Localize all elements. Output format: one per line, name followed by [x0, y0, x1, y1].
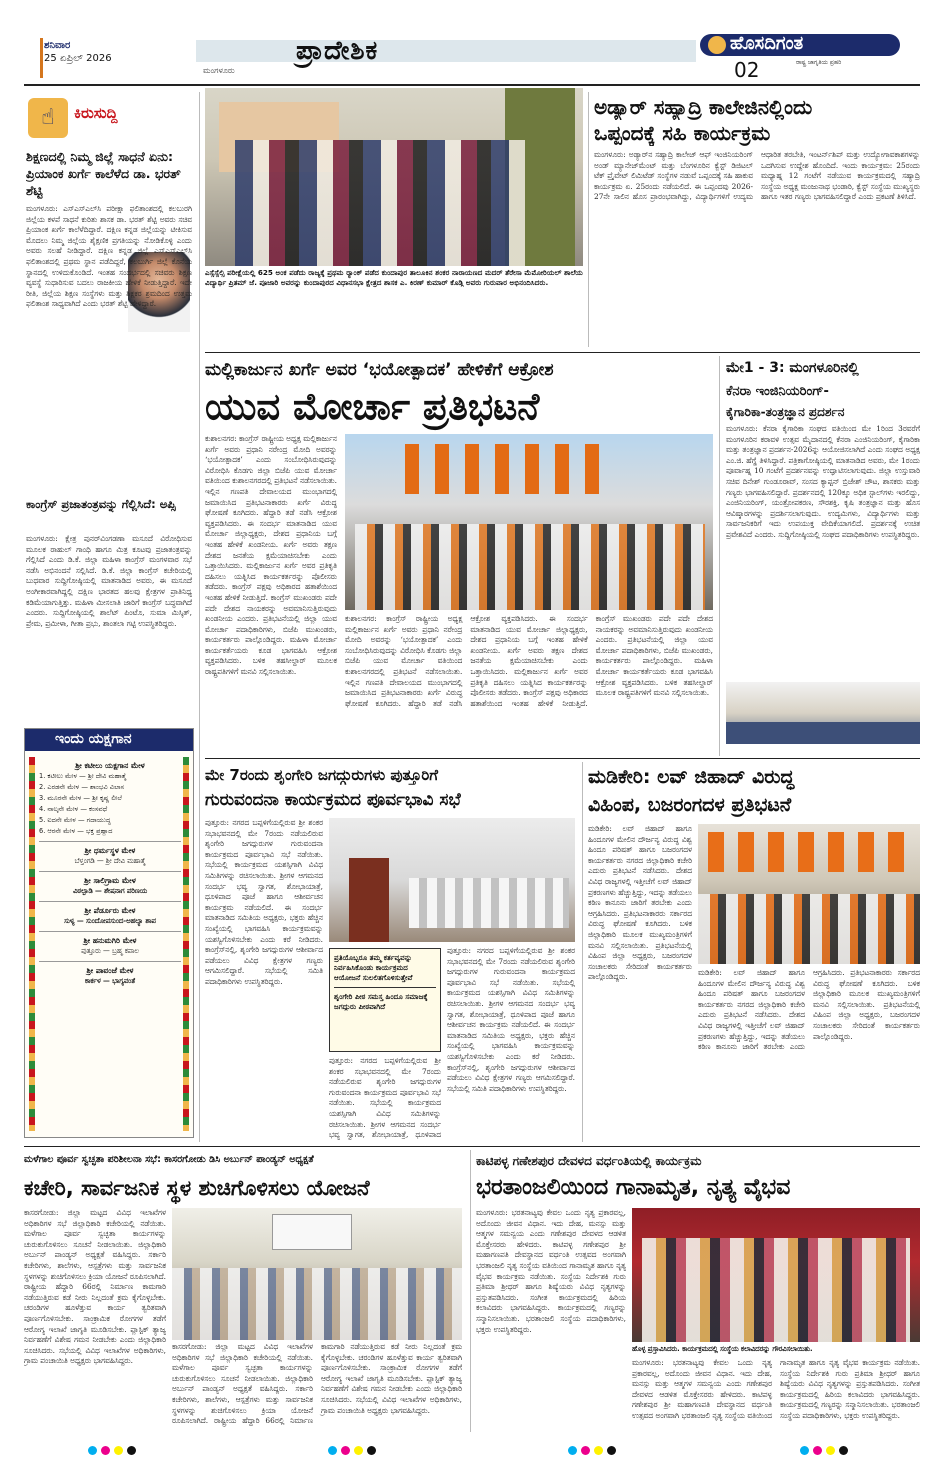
meeting-audience: [409, 878, 569, 928]
sringeri-headline-2: ಗುರುವಂದನಾ ಕಾರ್ಯಕ್ರಮದ ಪೂರ್ವಭಾವಿ ಸಭೆ: [205, 790, 461, 810]
kiru-story1-headline-text: ಶಿಕ್ಷಣದಲ್ಲಿ ನಿಮ್ಮ ಜಿಲ್ಲೆ ಸಾಧನೆ ಏನು: ಪ್ರಿಯಾಂಕ ಖರ್ಗೆ ಕಾಲೆಳೆದ ಡಾ. ಭರತ್ ಶೆಟ್ಟಿ: [26, 149, 181, 198]
adyar-body: ಮಂಗಳೂರು: ಅಡ್ಯಾರ್‌ನ ಸಹ್ಯಾದ್ರಿ ಕಾಲೇಜ್ ಆಫ್ ಇಂಜಿನಿಯರಿಂಗ್ ಅಂಡ್ ಮ್ಯಾನೇಜ್‌ಮೆಂಟ್ ಮತ್ತು ಬೆಂಗಳೂರಿನ ಕ್ವೆಸ್ಟ್ ಡಿಜಿಟಲ್ ಟೆಕ್ ಪ್ರೈವೇಟ್ ಲಿಮಿಟೆಡ್ ಸಂಸ್ಥೆಗಳ ನಡುವೆ ಒಪ್ಪಂದಕ್ಕೆ ಸಹಿ ಹಾಕುವ ಕಾರ್ಯಕ್ರಮ ಏ. 25ರಂದು ನಡೆಯಲಿದೆ. ಈ ಒಪ್ಪಂದವು 2026-27ನೇ ಸಾಲಿನ ಹೊಸ ಪ್ರಾರಂಭವಾಗಿದ್ದು, ವಿದ್ಯಾರ್ಥಿಗಳಿಗೆ ಉದ್ಯಮ ಆಧಾರಿತ ತರಬೇತಿ, ಇಂಟರ್ನ್‌ಶಿಪ್ ಮತ್ತು ಉದ್ಯೋಗಾವಕಾಶಗಳನ್ನು ಒದಗಿಸುವ ಉದ್ದೇಶ ಹೊಂದಿದೆ. ಇಂದು ಕಾರ್ಯಕ್ರಮ: 25ರಂದು ಮಧ್ಯಾಹ್ನ 12 ಗಂಟೆಗೆ ನಡೆಯುವ ಕಾರ್ಯಕ್ರಮದಲ್ಲಿ ಸಹ್ಯಾದ್ರಿ ಸಂಸ್ಥೆಯ ಅಧ್ಯಕ್ಷ ಮಂಜುನಾಥ ಭಂಡಾರಿ, ಕ್ವೆಸ್ಟ್ ಸಂಸ್ಥೆಯ ಮುಖ್ಯಸ್ಥರು ಹಾಗೂ ಇತರ ಗಣ್ಯರು ಭಾಗವಹಿಸಲಿದ್ದಾರೆ ಎಂದು ಪ್ರಕಟಣೆ ತಿಳಿಸಿದೆ.: [594, 150, 920, 202]
sringeri-quote-box: [329, 948, 441, 1052]
brand-name: ಹೊಸದಿಗಂತ: [730, 33, 804, 54]
rule-below-top: [205, 352, 920, 353]
rule-mid: [205, 758, 920, 759]
mela-name: ಶ್ರೀ ಧರ್ಮಸ್ಥಳ ಮೇಳ: [84, 846, 136, 855]
yakshagana-list: [39, 759, 181, 1129]
mela-detail: ಬೆಳ್ತಂಗಡಿ — ಶ್ರೀ ದೇವಿ ಮಹಾತ್ಮೆ: [74, 857, 146, 865]
adyar-story: [594, 92, 920, 350]
kenara-headline-2: ಕೆನರಾ ಇಂಜಿನಿಯರಿಂಗ್-: [726, 384, 829, 399]
day-label: ಶನಿವಾರ: [44, 40, 71, 51]
reg-yellow-dot: [826, 1446, 835, 1455]
bharatanjali-kicker: ಕಾಟಿಪಳ್ಳ ಗಣೇಶಪುರ ದೇವಳದ ವರ್ಧಂತಿಯಲ್ಲಿ ಕಾರ್ಯಕ್ರಮ: [476, 1154, 702, 1168]
left-column-divider: [199, 92, 200, 1142]
mela-name: ಶ್ರೀ ಕಟೀಲು ಯಕ್ಷಗಾನ ಮೇಳ: [75, 761, 145, 770]
madikeri-headline-2: ವಿಹಿಂಪ, ಬಜರಂಗದಳ ಪ್ರತಿಭಟನೆ: [588, 794, 792, 816]
kasaragod-meeting-photo: [172, 1208, 462, 1340]
quote-1: ಪ್ರತಿಯೊಬ್ಬರೂ ತಮ್ಮ ಕರ್ತವ್ಯವನ್ನು ನಿರ್ವಹಿಸಿಕೊಂಡು ಕಾರ್ಯಕ್ರಮದ ಆಯೋಜನೆ ಸುಲಲಿತಗೊಳಿಸುತ್ತೇವೆ: [334, 953, 413, 982]
date-label: 25 ಏಪ್ರಿಲ್ 2026: [44, 53, 112, 64]
reg-black-dot: [127, 1446, 136, 1455]
yuva-kicker: ಮಲ್ಲಿಕಾರ್ಜುನ ಖರ್ಗೆ ಅವರ ‘ಭಯೋತ್ಪಾದಕ’ ಹೇಳಿಕೆಗೆ ಆಕ್ರೋಶ: [205, 360, 554, 380]
page-number: 02: [734, 58, 760, 82]
registration-marks-bottom: [0, 1440, 945, 1454]
mela-item: [39, 932, 181, 962]
bharatanjali-body-left: ಮಂಗಳೂರು: ಭರತನಾಟ್ಯವು ಕೇವಲ ಒಂದು ನೃತ್ಯ ಪ್ರಕಾರವಲ್ಲ, ಅದೊಂದು ಜೀವನ ವಿಧಾನ. ಇದು ದೇಹ, ಮನಸ್ಸು ಮತ್ತು ಆತ್ಮಗಳ ಸಮನ್ವಯ ಎಂದು ಗಣೇಶಪುರ ದೇವಳದ ಆಡಳಿತ ಮೊಕ್ತೇಸರರು ಹೇಳಿದರು. ಕಾಟಿಪಳ್ಳ ಗಣೇಶಪುರ ಶ್ರೀ ಮಹಾಗಣಪತಿ ದೇವಸ್ಥಾನದ ವರ್ಧಂತಿ ಉತ್ಸವದ ಅಂಗವಾಗಿ ಭರತಾಂಜಲಿ ನೃತ್ಯ ಸಂಸ್ಥೆಯ ವತಿಯಿಂದ ಗಾನಾಮೃತ ಹಾಗೂ ನೃತ್ಯ ವೈಭವ ಕಾರ್ಯಕ್ರಮ ನಡೆಯಿತು. ಸಂಸ್ಥೆಯ ನಿರ್ದೇಶಕಿ ಗುರು ಪ್ರತಿಮಾ ಶ್ರೀಧರ್ ಹಾಗೂ ಶಿಷ್ಯೆಯರು ವಿವಿಧ ನೃತ್ಯಗಳನ್ನು ಪ್ರಸ್ತುತಪಡಿಸಿದರು. ಸಂಗೀತ ಕಾರ್ಯಕ್ರಮದಲ್ಲಿ ಹಿರಿಯ ಕಲಾವಿದರು ಭಾಗವಹಿಸಿದ್ದರು. ಕಾರ್ಯಕ್ರಮದಲ್ಲಿ ಗಣ್ಯರನ್ನು ಸನ್ಮಾನಿಸಲಾಯಿತು. ಭರತಾಂಜಲಿ ಸಂಸ್ಥೆಯ ಪದಾಧಿಕಾರಿಗಳು, ಭಕ್ತರು ಉಪಸ್ಥಿತರಿದ್ದರು.: [476, 1208, 626, 1334]
quote-2: ಶೃಂಗೇರಿ ಪೀಠ ಸಮಸ್ತ ಹಿಂದೂ ಸಮಾಜಕ್ಕೆ ಜಗದ್ಗುರು ಪೀಠವಾಗಿದೆ: [334, 992, 428, 1011]
yuva-protest-photo: [345, 434, 713, 610]
brand-tagline: ರಾಷ್ಟ್ರ ಜಾಗೃತಿಯ ಪ್ರಹರಿ: [796, 59, 842, 66]
mela-item: [39, 962, 181, 991]
pointing-hand-icon: ☝: [28, 98, 68, 138]
reg-black-dot: [839, 1446, 848, 1455]
yakshagana-box: [24, 728, 194, 1138]
reg-magenta-dot: [813, 1446, 822, 1455]
masthead-left-accent: [40, 38, 43, 78]
reg-cyan-dot: [800, 1446, 809, 1455]
section-title: ಪ್ರಾದೇಶಿಕ: [296, 36, 379, 66]
mela-detail: ವಿಠಲ್ಪಾಡಿ — ಶೇಷನಾಗ ಪರಿಣಯ: [73, 887, 147, 895]
kiru-story2-headline-text: ಕಾಂಗ್ರೆಸ್ ಪ್ರಜಾತಂತ್ರವನ್ನು ಗೆಲ್ಲಿಸಿದೆ: ಅಪ್ಸಿ: [26, 497, 176, 511]
section-band: [196, 40, 696, 62]
mela-item: [39, 902, 181, 932]
stage-performers: [642, 1238, 910, 1342]
kiru-story2-body: ಮಂಗಳೂರು: ಕ್ಷೇತ್ರ ಪುನರ್‌ವಿಂಗಡಣಾ ಮಸೂದೆ ವಿರೋಧಿಸುವ ಮೂಲಕ ರಾಹುಲ್ ಗಾಂಧಿ ಹಾಗೂ ಮಿತ್ರ ಕೂಟವು ಪ್ರಜಾತಂತ್ರವನ್ನು ಗೆಲ್ಲಿಸಿದೆ ಎಂದು ಡಿ.ಕೆ. ಜಿಲ್ಲಾ ಮಹಿಳಾ ಕಾಂಗ್ರೆಸ್ ಮಂಗಳವಾರ ಸಭೆ ನಡೆಸಿ ಅಭಿನಂದನೆ ಸಲ್ಲಿಸಿದೆ. ಡಿ.ಕೆ. ಜಿಲ್ಲಾ ಕಾಂಗ್ರೆಸ್ ಕಚೇರಿಯಲ್ಲಿ ಬುಧವಾರ ಸುದ್ದಿಗೋಷ್ಠಿಯಲ್ಲಿ ಮಾತನಾಡಿದ ಅವರು, ಈ ಮಸೂದೆ ಅಂಗೀಕಾರವಾಗಿದ್ದಲ್ಲಿ ದಕ್ಷಿಣ ಭಾರತದ ಹಲವು ಕ್ಷೇತ್ರಗಳ ಪ್ರಾತಿನಿಧ್ಯ ಕಡಿಮೆಯಾಗುತ್ತಿತ್ತು. ಮಹಿಳಾ ಮೀಸಲಾತಿ ಜಾರಿಗೆ ಕಾಂಗ್ರೆಸ್ ಬದ್ಧವಾಗಿದೆ ಎಂದರು. ಸುದ್ದಿಗೋಷ್ಠಿಯಲ್ಲಿ ಶಾಲೆಟ್ ಪಿಂಟೊ, ಸುಮಾ ಮಿಸ್ಕಿತ್, ಪ್ರೇಮ, ಪ್ರಮೀಳಾ, ಗೀತಾ ಪ್ರಭು, ಶಾಂತಲಾ ಗಟ್ಟಿ ಉಪಸ್ಥಿತರಿದ್ದರು.: [26, 534, 192, 628]
yakshagana-border-right: [183, 757, 189, 1131]
kenara-body: ಮಂಗಳೂರು: ಕೆನರಾ ಕೈಗಾರಿಕಾ ಸಂಘದ ವತಿಯಿಂದ ಮೇ 1ರಿಂದ 3ರವರೆಗೆ ಮಂಗಳೂರಿನ ಕರಾವಳಿ ಉತ್ಸವ ಮೈದಾನದಲ್ಲಿ ಕೆನರಾ ಎಂಜಿನಿಯರಿಂಗ್, ಕೈಗಾರಿಕಾ ಮತ್ತು ತಂತ್ರಜ್ಞಾನ ಪ್ರದರ್ಶನ-2026ನ್ನು ಆಯೋಜಿಸಲಾಗಿದೆ ಎಂದು ಸಂಘದ ಅಧ್ಯಕ್ಷ ಎಂ.ಜಿ. ಹೆಗ್ಡೆ ತಿಳಿಸಿದ್ದಾರೆ. ಪತ್ರಿಕಾಗೋಷ್ಠಿಯಲ್ಲಿ ಮಾತನಾಡಿದ ಅವರು, ಮೇ 1ರಂದು ಪೂರ್ವಾಹ್ನ 10 ಗಂಟೆಗೆ ಪ್ರದರ್ಶನವನ್ನು ಉದ್ಘಾಟಿಸಲಾಗುವುದು. ಜಿಲ್ಲಾ ಉಸ್ತುವಾರಿ ಸಚಿವ ದಿನೇಶ್ ಗುಂಡೂರಾವ್, ಸಂಸದ ಕ್ಯಾಪ್ಟನ್ ಬ್ರಿಜೇಶ್ ಚೌಟ, ಶಾಸಕರು ಮತ್ತು ಗಣ್ಯರು ಭಾಗವಹಿಸಲಿದ್ದಾರೆ. ಪ್ರದರ್ಶನದಲ್ಲಿ 120ಕ್ಕೂ ಅಧಿಕ ಸ್ಟಾಲ್‌ಗಳು ಇರಲಿದ್ದು, ಎಂಜಿನಿಯರಿಂಗ್, ಯಂತ್ರೋಪಕರಣ, ಸೌರಶಕ್ತಿ, ಕೃಷಿ ತಂತ್ರಜ್ಞಾನ ಮತ್ತು ಹೊಸ ಆವಿಷ್ಕಾರಗಳನ್ನು ಪ್ರದರ್ಶಿಸಲಾಗುವುದು. ಉದ್ಯಮಿಗಳು, ವಿದ್ಯಾರ್ಥಿಗಳು ಮತ್ತು ಸಾರ್ವಜನಿಕರಿಗೆ ಇದು ಉಪಯುಕ್ತ ವೇದಿಕೆಯಾಗಲಿದೆ. ಪ್ರದರ್ಶನಕ್ಕೆ ಉಚಿತ ಪ್ರವೇಶವಿದೆ ಎಂದರು. ಸುದ್ದಿಗೋಷ್ಠಿಯಲ್ಲಿ ಸಂಘದ ಪದಾಧಿಕಾರಿಗಳು ಉಪಸ್ಥಿತರಿದ್ದರು.: [726, 424, 920, 539]
brand-logo: [700, 32, 900, 80]
yuva-body-right: ಕುಶಾಲನಗರ: ಕಾಂಗ್ರೆಸ್ ರಾಷ್ಟ್ರೀಯ ಅಧ್ಯಕ್ಷ ಮಲ್ಲಿಕಾರ್ಜುನ ಖರ್ಗೆ ಅವರು ಪ್ರಧಾನಿ ನರೇಂದ್ರ ಮೋದಿ ಅವರನ್ನು ‘ಭಯೋತ್ಪಾದಕ’ ಎಂದು ಸಂಬೋಧಿಸಿರುವುದನ್ನು ವಿರೋಧಿಸಿ ಕೊಡಗು ಜಿಲ್ಲಾ ಬಿಜೆಪಿ ಯುವ ಮೋರ್ಚಾ ವತಿಯಿಂದ ಕುಶಾಲನಗರದಲ್ಲಿ ಪ್ರತಿಭಟನೆ ನಡೆಸಲಾಯಿತು. ಇಲ್ಲಿನ ಗಣಪತಿ ದೇವಾಲಯದ ಮುಂಭಾಗದಲ್ಲಿ ಜಮಾಯಿಸಿದ ಪ್ರತಿಭಟನಾಕಾರರು ಖರ್ಗೆ ವಿರುದ್ಧ ಘೋಷಣೆ ಕೂಗಿದರು. ಹೆದ್ದಾರಿ ತಡೆ ನಡೆಸಿ ಆಕ್ರೋಶ ವ್ಯಕ್ತಪಡಿಸಿದರು. ಈ ಸಂದರ್ಭ ಮಾತನಾಡಿದ ಯುವ ಮೋರ್ಚಾ ಜಿಲ್ಲಾಧ್ಯಕ್ಷರು, ದೇಶದ ಪ್ರಧಾನಿಯ ಬಗ್ಗೆ ಇಂತಹ ಹೇಳಿಕೆ ಖಂಡನೀಯ. ಖರ್ಗೆ ಅವರು ತಕ್ಷಣ ದೇಶದ ಜನತೆಯ ಕ್ಷಮೆಯಾಚಿಸಬೇಕು ಎಂದು ಒತ್ತಾಯಿಸಿದರು. ಮಲ್ಲಿಕಾರ್ಜುನ ಖರ್ಗೆ ಅವರ ಪ್ರತಿಕೃತಿ ದಹಿಸಲು ಯತ್ನಿಸಿದ ಕಾರ್ಯಕರ್ತರನ್ನು ಪೊಲೀಸರು ತಡೆದರು. ಕಾಂಗ್ರೆಸ್ ಪಕ್ಷವು ಅಧಿಕಾರದ ಹತಾಶೆಯಿಂದ ಇಂತಹ ಹೇಳಿಕೆ ನೀಡುತ್ತಿದೆ. ಕಾಂಗ್ರೆಸ್ ಮುಖಂಡರು ಪದೇ ಪದೇ ದೇಶದ ನಾಯಕರನ್ನು ಅವಮಾನಿಸುತ್ತಿರುವುದು ಖಂಡನೀಯ ಎಂದರು. ಪ್ರತಿಭಟನೆಯಲ್ಲಿ ಜಿಲ್ಲಾ ಯುವ ಮೋರ್ಚಾ ಪದಾಧಿಕಾರಿಗಳು, ಬಿಜೆಪಿ ಮುಖಂಡರು, ಕಾರ್ಯಕರ್ತರು ಪಾಲ್ಗೊಂಡಿದ್ದರು. ಮಹಿಳಾ ಮೋರ್ಚಾ ಕಾರ್ಯಕರ್ತೆಯರು ಕೂಡ ಭಾಗವಹಿಸಿ ಆಕ್ರೋಶ ವ್ಯಕ್ತಪಡಿಸಿದರು. ಬಳಿಕ ತಹಸೀಲ್ದಾರ್ ಮೂಲಕ ರಾಷ್ಟ್ರಪತಿಗಳಿಗೆ ಮನವಿ ಸಲ್ಲಿಸಲಾಯಿತು.: [345, 614, 713, 708]
mela-name: ಶ್ರೀ ಪೆರ್ಡೂರು ಮೇಳ: [84, 906, 136, 915]
reg-yellow-dot: [114, 1446, 123, 1455]
photo-people-row: [235, 140, 525, 266]
kasaragod-body-left: ಕಾಸರಗೋಡು: ಜಿಲ್ಲಾ ಮಟ್ಟದ ವಿವಿಧ ಇಲಾಖೆಗಳ ಅಧಿಕಾರಿಗಳ ಸಭೆ ಜಿಲ್ಲಾಧಿಕಾರಿ ಕಚೇರಿಯಲ್ಲಿ ನಡೆಯಿತು. ಮಳೆಗಾಲ ಪೂರ್ವ ಸ್ವಚ್ಛತಾ ಕಾರ್ಯಗಳನ್ನು ಚುರುಕುಗೊಳಿಸಲು ಸೂಚನೆ ನೀಡಲಾಯಿತು. ಜಿಲ್ಲಾಧಿಕಾರಿ ಅರ್ಬುನ್ ಪಾಂಡ್ಯನ್ ಅಧ್ಯಕ್ಷತೆ ವಹಿಸಿದ್ದರು. ಸರ್ಕಾರಿ ಕಚೇರಿಗಳು, ಶಾಲೆಗಳು, ಆಸ್ಪತ್ರೆಗಳು ಮತ್ತು ಸಾರ್ವಜನಿಕ ಸ್ಥಳಗಳನ್ನು ಶುಚಿಗೊಳಿಸಲು ಕ್ರಿಯಾ ಯೋಜನೆ ರೂಪಿಸಲಾಗಿದೆ. ರಾಷ್ಟ್ರೀಯ ಹೆದ್ದಾರಿ 66ರಲ್ಲಿ ನಿರ್ಮಾಣ ಕಾಮಗಾರಿ ನಡೆಯುತ್ತಿರುವ ಕಡೆ ನೀರು ನಿಲ್ಲದಂತೆ ಕ್ರಮ ಕೈಗೊಳ್ಳಬೇಕು. ಚರಂಡಿಗಳ ಹೂಳೆತ್ತುವ ಕಾರ್ಯ ತ್ವರಿತವಾಗಿ ಪೂರ್ಣಗೊಳಿಸಬೇಕು. ಸಾಂಕ್ರಾಮಿಕ ರೋಗಗಳ ತಡೆಗೆ ಆರೋಗ್ಯ ಇಲಾಖೆ ಜಾಗೃತಿ ಮೂಡಿಸಬೇಕು. ಪ್ಲಾಸ್ಟಿಕ್ ತ್ಯಾಜ್ಯ ನಿರ್ವಹಣೆಗೆ ವಿಶೇಷ ಗಮನ ನೀಡಬೇಕು ಎಂದು ಜಿಲ್ಲಾಧಿಕಾರಿ ಸೂಚಿಸಿದರು. ಸಭೆಯಲ್ಲಿ ವಿವಿಧ ಇಲಾಖೆಗಳ ಅಧಿಕಾರಿಗಳು, ಗ್ರಾಮ ಪಂಚಾಯಿತಿ ಅಧ್ಯಕ್ಷರು ಭಾಗವಹಿಸಿದ್ದರು.: [24, 1208, 166, 1366]
mela-detail: 1. ಕಟೀಲು ಮೇಳ — ಶ್ರೀ ದೇವಿ ಮಹಾತ್ಮೆ 2. ಎರಡನೇ ಮೇಳ — ಶಾಂಭವಿ ವಿಲಾಸ 3. ಮೂರನೇ ಮೇಳ — ಶ್ರೀ ಕೃಷ್ಣ ಲೀಲೆ 4. ನಾಲ್ಕನೇ ಮೇಳ — ಕಂಸವಧೆ 5. ಐದನೇ ಮೇಳ — ಗದಾಯುದ್ಧ 6. ಆರನೇ ಮೇಳ — ಭಕ್ತ ಪ್ರಹ್ಲಾದ: [39, 772, 127, 835]
reg-yellow-dot: [354, 1446, 363, 1455]
kiru-story2-headline: [26, 496, 192, 530]
masthead: [0, 0, 945, 86]
kenara-press-photo: [726, 682, 920, 744]
reg-black-dot: [367, 1446, 376, 1455]
kirusuddi-header: [28, 98, 188, 142]
madikeri-protest-photo: [698, 824, 920, 964]
madikeri-crowd: [698, 894, 920, 964]
mela-name: ಶ್ರೀ ಸಾಲಿಗ್ರಾಮ ಮೇಳ: [84, 876, 136, 885]
meeting-podium: [349, 858, 389, 942]
bharatanjali-story: [476, 1150, 920, 1432]
mela-item: [39, 759, 181, 842]
reg-magenta-dot: [101, 1446, 110, 1455]
reg-magenta-dot: [581, 1446, 590, 1455]
felicitation-photo: [205, 88, 583, 266]
kirusuddi-label: ಕಿರುಸುದ್ದಿ: [74, 104, 118, 122]
yuva-body-left: ಕುಶಾಲನಗರ: ಕಾಂಗ್ರೆಸ್ ರಾಷ್ಟ್ರೀಯ ಅಧ್ಯಕ್ಷ ಮಲ್ಲಿಕಾರ್ಜುನ ಖರ್ಗೆ ಅವರು ಪ್ರಧಾನಿ ನರೇಂದ್ರ ಮೋದಿ ಅವರನ್ನು ‘ಭಯೋತ್ಪಾದಕ’ ಎಂದು ಸಂಬೋಧಿಸಿರುವುದನ್ನು ವಿರೋಧಿಸಿ ಕೊಡಗು ಜಿಲ್ಲಾ ಬಿಜೆಪಿ ಯುವ ಮೋರ್ಚಾ ವತಿಯಿಂದ ಕುಶಾಲನಗರದಲ್ಲಿ ಪ್ರತಿಭಟನೆ ನಡೆಸಲಾಯಿತು. ಇಲ್ಲಿನ ಗಣಪತಿ ದೇವಾಲಯದ ಮುಂಭಾಗದಲ್ಲಿ ಜಮಾಯಿಸಿದ ಪ್ರತಿಭಟನಾಕಾರರು ಖರ್ಗೆ ವಿರುದ್ಧ ಘೋಷಣೆ ಕೂಗಿದರು. ಹೆದ್ದಾರಿ ತಡೆ ನಡೆಸಿ ಆಕ್ರೋಶ ವ್ಯಕ್ತಪಡಿಸಿದರು. ಈ ಸಂದರ್ಭ ಮಾತನಾಡಿದ ಯುವ ಮೋರ್ಚಾ ಜಿಲ್ಲಾಧ್ಯಕ್ಷರು, ದೇಶದ ಪ್ರಧಾನಿಯ ಬಗ್ಗೆ ಇಂತಹ ಹೇಳಿಕೆ ಖಂಡನೀಯ. ಖರ್ಗೆ ಅವರು ತಕ್ಷಣ ದೇಶದ ಜನತೆಯ ಕ್ಷಮೆಯಾಚಿಸಬೇಕು ಎಂದು ಒತ್ತಾಯಿಸಿದರು. ಮಲ್ಲಿಕಾರ್ಜುನ ಖರ್ಗೆ ಅವರ ಪ್ರತಿಕೃತಿ ದಹಿಸಲು ಯತ್ನಿಸಿದ ಕಾರ್ಯಕರ್ತರನ್ನು ಪೊಲೀಸರು ತಡೆದರು. ಕಾಂಗ್ರೆಸ್ ಪಕ್ಷವು ಅಧಿಕಾರದ ಹತಾಶೆಯಿಂದ ಇಂತಹ ಹೇಳಿಕೆ ನೀಡುತ್ತಿದೆ. ಕಾಂಗ್ರೆಸ್ ಮುಖಂಡರು ಪದೇ ಪದೇ ದೇಶದ ನಾಯಕರನ್ನು ಅವಮಾನಿಸುತ್ತಿರುವುದು ಖಂಡನೀಯ ಎಂದರು. ಪ್ರತಿಭಟನೆಯಲ್ಲಿ ಜಿಲ್ಲಾ ಯುವ ಮೋರ್ಚಾ ಪದಾಧಿಕಾರಿಗಳು, ಬಿಜೆಪಿ ಮುಖಂಡರು, ಕಾರ್ಯಕರ್ತರು ಪಾಲ್ಗೊಂಡಿದ್ದರು. ಮಹಿಳಾ ಮೋರ್ಚಾ ಕಾರ್ಯಕರ್ತೆಯರು ಕೂಡ ಭಾಗವಹಿಸಿ ಆಕ್ರೋಶ ವ್ಯಕ್ತಪಡಿಸಿದರು. ಬಳಿಕ ತಹಸೀಲ್ದಾರ್ ಮೂಲಕ ರಾಷ್ಟ್ರಪತಿಗಳಿಗೆ ಮನವಿ ಸಲ್ಲಿಸಲಾಯಿತು.: [205, 434, 337, 677]
masthead-rule: [24, 84, 920, 86]
lower-mid-divider: [582, 762, 583, 1142]
reg-group-1: [88, 1440, 140, 1459]
kiru-story1-headline: [26, 148, 192, 202]
sringeri-headline-1: ಮೇ 7ರಂದು ಶೃಂಗೇರಿ ಜಗದ್ಗುರುಗಳು ಪುತ್ತೂರಿಗೆ: [205, 766, 438, 784]
mela-item: [39, 872, 181, 902]
felicitation-caption: ಎಸ್ಸೆಸ್ಸೆಲ್ಸಿ ಪರೀಕ್ಷೆಯಲ್ಲಿ 625 ಅಂಕ ಪಡೆದು ರಾಜ್ಯಕ್ಕೆ ಪ್ರಥಮ ರ‍್ಯಾಂಕ್ ಪಡೆದ ಕುಂದಾಪುರ ತಾಲೂಕಿನ ಶಂಕರ ನಾರಾಯಣದ ಮದರ್ ತೆರೇಸಾ ಮೆಮೋರಿಯಲ್ ಶಾಲೆಯ ವಿದ್ಯಾರ್ಥಿ ಪ್ರಿತಮ್ ಜೆ. ಪೂಜಾರಿ ಅವರನ್ನು ಕುಂದಾಪುರದ ವಿಧಾನಸಭಾ ಕ್ಷೇತ್ರದ ಶಾಸಕ ಎ. ಕಿರಣ್ ಕುಮಾರ್ ಕೊಡ್ಗಿ ಅವರು ಗುರುವಾರ ಅಭಿನಂದಿಸಿದರು.: [205, 268, 583, 287]
madikeri-body-left: ಮಡಿಕೇರಿ: ಲವ್ ಜಿಹಾದ್ ಹಾಗೂ ಹಿಂದೂಗಳ ಮೇಲಿನ ದೌರ್ಜನ್ಯ ವಿರುದ್ಧ ವಿಶ್ವ ಹಿಂದೂ ಪರಿಷತ್ ಹಾಗೂ ಬಜರಂಗದಳ ಕಾರ್ಯಕರ್ತರು ನಗರದ ಜಿಲ್ಲಾಧಿಕಾರಿ ಕಚೇರಿ ಎದುರು ಪ್ರತಿಭಟನೆ ನಡೆಸಿದರು. ದೇಶದ ವಿವಿಧ ರಾಜ್ಯಗಳಲ್ಲಿ ಇತ್ತೀಚೆಗೆ ಲವ್ ಜಿಹಾದ್ ಪ್ರಕರಣಗಳು ಹೆಚ್ಚುತ್ತಿದ್ದು, ಇದನ್ನು ತಡೆಯಲು ಕಠಿಣ ಕಾನೂನು ಜಾರಿಗೆ ತರಬೇಕು ಎಂದು ಆಗ್ರಹಿಸಿದರು. ಪ್ರತಿಭಟನಾಕಾರರು ಸರ್ಕಾರದ ವಿರುದ್ಧ ಘೋಷಣೆ ಕೂಗಿದರು. ಬಳಿಕ ಜಿಲ್ಲಾಧಿಕಾರಿ ಮೂಲಕ ಮುಖ್ಯಮಂತ್ರಿಗಳಿಗೆ ಮನವಿ ಸಲ್ಲಿಸಲಾಯಿತು. ಪ್ರತಿಭಟನೆಯಲ್ಲಿ ವಿಹಿಂಪ ಜಿಲ್ಲಾ ಅಧ್ಯಕ್ಷರು, ಬಜರಂಗದಳ ಸಂಚಾಲಕರು ಸೇರಿದಂತೆ ಕಾರ್ಯಕರ್ತರು ಪಾಲ್ಗೊಂಡಿದ್ದರು.: [588, 824, 692, 982]
adyar-headline-2: ಒಪ್ಪಂದಕ್ಕೆ ಸಹಿ ಕಾರ್ಯಕ್ರಮ: [594, 121, 771, 145]
madikeri-story: [588, 762, 920, 1142]
mid-right-divider: [719, 356, 720, 756]
sringeri-story: [205, 762, 577, 1142]
reg-cyan-dot: [568, 1446, 577, 1455]
madikeri-body-right: ಮಡಿಕೇರಿ: ಲವ್ ಜಿಹಾದ್ ಹಾಗೂ ಹಿಂದೂಗಳ ಮೇಲಿನ ದೌರ್ಜನ್ಯ ವಿರುದ್ಧ ವಿಶ್ವ ಹಿಂದೂ ಪರಿಷತ್ ಹಾಗೂ ಬಜರಂಗದಳ ಕಾರ್ಯಕರ್ತರು ನಗರದ ಜಿಲ್ಲಾಧಿಕಾರಿ ಕಚೇರಿ ಎದುರು ಪ್ರತಿಭಟನೆ ನಡೆಸಿದರು. ದೇಶದ ವಿವಿಧ ರಾಜ್ಯಗಳಲ್ಲಿ ಇತ್ತೀಚೆಗೆ ಲವ್ ಜಿಹಾದ್ ಪ್ರಕರಣಗಳು ಹೆಚ್ಚುತ್ತಿದ್ದು, ಇದನ್ನು ತಡೆಯಲು ಕಠಿಣ ಕಾನೂನು ಜಾರಿಗೆ ತರಬೇಕು ಎಂದು ಆಗ್ರಹಿಸಿದರು. ಪ್ರತಿಭಟನಾಕಾರರು ಸರ್ಕಾರದ ವಿರುದ್ಧ ಘೋಷಣೆ ಕೂಗಿದರು. ಬಳಿಕ ಜಿಲ್ಲಾಧಿಕಾರಿ ಮೂಲಕ ಮುಖ್ಯಮಂತ್ರಿಗಳಿಗೆ ಮನವಿ ಸಲ್ಲಿಸಲಾಯಿತು. ಪ್ರತಿಭಟನೆಯಲ್ಲಿ ವಿಹಿಂಪ ಜಿಲ್ಲಾ ಅಧ್ಯಕ್ಷರು, ಬಜರಂಗದಳ ಸಂಚಾಲಕರು ಸೇರಿದಂತೆ ಕಾರ್ಯಕರ್ತರು ಪಾಲ್ಗೊಂಡಿದ್ದರು.: [698, 968, 920, 1052]
bharatanjali-headline: ಭರತಾಂಜಲಿಯಿಂದ ಗಾನಾಮೃತ, ನೃತ್ಯ ವೈಭವ: [476, 1175, 791, 1200]
kasaragod-headline: ಕಚೇರಿ, ಸಾರ್ವಜನಿಕ ಸ್ಥಳ ಶುಚಿಗೊಳಿಸಲು ಯೋಜನೆ: [24, 1176, 370, 1200]
rule-lower: [24, 1146, 920, 1147]
kasaragod-kicker: ಮಳೆಗಾಲ ಪೂರ್ವ ಸ್ವಚ್ಛತಾ ಪರಿಶೀಲನಾ ಸಭೆ: ಕಾಸರಗೋಡು ಡಿಸಿ ಅರ್ಬುನ್ ಪಾಂಡ್ಯನ್ ಅಧ್ಯಕ್ಷತೆ: [24, 1154, 314, 1165]
kiru-story1-body: ಮಂಗಳೂರು: ಎಸ್‌ಎಸ್‌ಎಲ್‌ಸಿ ಪರೀಕ್ಷಾ ಫಲಿತಾಂಶದಲ್ಲಿ ಕಲಬುರಗಿ ಜಿಲ್ಲೆಯ ಕಳಪೆ ಸಾಧನೆ ಕುರಿತು ಶಾಸಕ ಡಾ. ಭರತ್ ಶೆಟ್ಟಿ ಅವರು ಸಚಿವ ಪ್ರಿಯಾಂಕ ಖರ್ಗೆ ಕಾಲೆಳೆದಿದ್ದಾರೆ. ದಕ್ಷಿಣ ಕನ್ನಡ ಜಿಲ್ಲೆಯನ್ನು ಟೀಕಿಸುವ ಮೊದಲು ನಿಮ್ಮ ಜಿಲ್ಲೆಯ ಶೈಕ್ಷಣಿಕ ಪ್ರಗತಿಯನ್ನು ನೋಡಿಕೊಳ್ಳಿ ಎಂದು ಅವರು ಸಲಹೆ ನೀಡಿದ್ದಾರೆ. ದಕ್ಷಿಣ ಕನ್ನಡ ಜಿಲ್ಲೆ ಎಸ್‌ಎಸ್‌ಎಲ್‌ಸಿ ಫಲಿತಾಂಶದಲ್ಲಿ ಪ್ರಥಮ ಸ್ಥಾನ ಪಡೆದಿದ್ದರೆ, ಕಲಬುರ್ಗಿ ಜಿಲ್ಲೆ ಕೊನೆಯ ಸ್ಥಾನದಲ್ಲಿ ಉಳಿದುಕೊಂಡಿದೆ. ಇಂತಹ ಸಂದರ್ಭದಲ್ಲಿ ಸಚಿವರು ಶಿಕ್ಷಣ ವ್ಯವಸ್ಥೆ ಸುಧಾರಿಸುವ ಬದಲು ರಾಜಕೀಯ ಹೇಳಿಕೆ ನೀಡುತ್ತಿದ್ದಾರೆ. ಇದೇ ರೀತಿ, ಜಿಲ್ಲೆಯ ಶಿಕ್ಷಣ ಸಂಸ್ಥೆಗಳು ಮತ್ತು ಶಿಕ್ಷಕರ ಶ್ರಮದಿಂದ ಉತ್ತಮ ಫಲಿತಾಂಶ ಸಾಧ್ಯವಾಗಿದೆ ಎಂದು ಭರತ್ ಶೆಟ್ಟಿ ಹೇಳಿದ್ದಾರೆ.: [26, 204, 192, 309]
yuva-headline: ಯುವ ಮೋರ್ಚಾ ಪ್ರತಿಭಟನೆ: [205, 385, 540, 428]
mela-name: ಶ್ರೀ ಪಾವಂಜೆ ಮೇಳ: [86, 966, 134, 975]
mela-detail: ಕಾರ್ಕಳ — ಭಾಗ್ಯವಂತೆ: [84, 977, 136, 985]
reg-group-3: [568, 1440, 620, 1459]
kasaragod-screen: [272, 1214, 352, 1250]
sringeri-body-right: ಪುತ್ತೂರು: ನಗರದ ಬಪ್ಪಳಿಗೆಯಲ್ಲಿರುವ ಶ್ರೀ ಶಂಕರ ಸಭಾಭವನದಲ್ಲಿ ಮೇ 7ರಂದು ನಡೆಯಲಿರುವ ಶೃಂಗೇರಿ ಜಗದ್ಗುರುಗಳ ಗುರುವಂದನಾ ಕಾರ್ಯಕ್ರಮದ ಪೂರ್ವಭಾವಿ ಸಭೆ ನಡೆಯಿತು. ಸಭೆಯಲ್ಲಿ ಕಾರ್ಯಕ್ರಮದ ಯಶಸ್ಸಿಗಾಗಿ ವಿವಿಧ ಸಮಿತಿಗಳನ್ನು ರಚಿಸಲಾಯಿತು. ಶ್ರೀಗಳ ಆಗಮನದ ಸಂದರ್ಭ ಭವ್ಯ ಸ್ವಾಗತ, ಶೋಭಾಯಾತ್ರೆ, ಧೂಳಿಪಾದ ಪೂಜೆ ಹಾಗೂ ಆಶೀರ್ವಚನ ಕಾರ್ಯಕ್ರಮ ನಡೆಯಲಿದೆ. ಈ ಸಂದರ್ಭ ಮಾತನಾಡಿದ ಸಮಿತಿಯ ಅಧ್ಯಕ್ಷರು, ಭಕ್ತರು ಹೆಚ್ಚಿನ ಸಂಖ್ಯೆಯಲ್ಲಿ ಭಾಗವಹಿಸಿ ಕಾರ್ಯಕ್ರಮವನ್ನು ಯಶಸ್ವಿಗೊಳಿಸಬೇಕು ಎಂದು ಕರೆ ನೀಡಿದರು. ಕಾಂಗ್ರೆಸ್‌ನಲ್ಲಿ, ಶೃಂಗೇರಿ ಜಗದ್ಗುರುಗಳ ಆಶೀರ್ವಾದ ಪಡೆಯಲು ವಿವಿಧ ಕ್ಷೇತ್ರಗಳ ಗಣ್ಯರು ಆಗಮಿಸಲಿದ್ದಾರೆ. ಸಭೆಯಲ್ಲಿ ಸಮಿತಿ ಪದಾಧಿಕಾರಿಗಳು ಉಪಸ್ಥಿತರಿದ್ದರು.: [447, 946, 575, 1093]
protest-flags: [405, 444, 605, 494]
kenara-headline-3: ಕೈಗಾರಿಕಾ-ತಂತ್ರಜ್ಞಾನ ಪ್ರದರ್ಶನ: [726, 405, 845, 419]
sringeri-body-left: ಪುತ್ತೂರು: ನಗರದ ಬಪ್ಪಳಿಗೆಯಲ್ಲಿರುವ ಶ್ರೀ ಶಂಕರ ಸಭಾಭವನದಲ್ಲಿ ಮೇ 7ರಂದು ನಡೆಯಲಿರುವ ಶೃಂಗೇರಿ ಜಗದ್ಗುರುಗಳ ಗುರುವಂದನಾ ಕಾರ್ಯಕ್ರಮದ ಪೂರ್ವಭಾವಿ ಸಭೆ ನಡೆಯಿತು. ಸಭೆಯಲ್ಲಿ ಕಾರ್ಯಕ್ರಮದ ಯಶಸ್ಸಿಗಾಗಿ ವಿವಿಧ ಸಮಿತಿಗಳನ್ನು ರಚಿಸಲಾಯಿತು. ಶ್ರೀಗಳ ಆಗಮನದ ಸಂದರ್ಭ ಭವ್ಯ ಸ್ವಾಗತ, ಶೋಭಾಯಾತ್ರೆ, ಧೂಳಿಪಾದ ಪೂಜೆ ಹಾಗೂ ಆಶೀರ್ವಚನ ಕಾರ್ಯಕ್ರಮ ನಡೆಯಲಿದೆ. ಈ ಸಂದರ್ಭ ಮಾತನಾಡಿದ ಸಮಿತಿಯ ಅಧ್ಯಕ್ಷರು, ಭಕ್ತರು ಹೆಚ್ಚಿನ ಸಂಖ್ಯೆಯಲ್ಲಿ ಭಾಗವಹಿಸಿ ಕಾರ್ಯಕ್ರಮವನ್ನು ಯಶಸ್ವಿಗೊಳಿಸಬೇಕು ಎಂದು ಕರೆ ನೀಡಿದರು. ಕಾಂಗ್ರೆಸ್‌ನಲ್ಲಿ, ಶೃಂಗೇರಿ ಜಗದ್ಗುರುಗಳ ಆಶೀರ್ವಾದ ಪಡೆಯಲು ವಿವಿಧ ಕ್ಷೇತ್ರಗಳ ಗಣ್ಯರು ಆಗಮಿಸಲಿದ್ದಾರೆ. ಸಭೆಯಲ್ಲಿ ಸಮಿತಿ ಪದಾಧಿಕಾರಿಗಳು ಉಪಸ್ಥಿತರಿದ್ದರು.: [205, 818, 323, 986]
mela-detail: ಪುತ್ತೂರು — ಬ್ರಹ್ಮ ಕಪಾಲ: [81, 947, 139, 955]
quote-divider: [334, 987, 436, 988]
protest-crowd: [355, 524, 705, 610]
top-center-divider: [588, 92, 589, 347]
reg-group-4: [800, 1440, 852, 1459]
sringeri-body-mid: ಪುತ್ತೂರು: ನಗರದ ಬಪ್ಪಳಿಗೆಯಲ್ಲಿರುವ ಶ್ರೀ ಶಂಕರ ಸಭಾಭವನದಲ್ಲಿ ಮೇ 7ರಂದು ನಡೆಯಲಿರುವ ಶೃಂಗೇರಿ ಜಗದ್ಗುರುಗಳ ಗುರುವಂದನಾ ಕಾರ್ಯಕ್ರಮದ ಪೂರ್ವಭಾವಿ ಸಭೆ ನಡೆಯಿತು. ಸಭೆಯಲ್ಲಿ ಕಾರ್ಯಕ್ರಮದ ಯಶಸ್ಸಿಗಾಗಿ ವಿವಿಧ ಸಮಿತಿಗಳನ್ನು ರಚಿಸಲಾಯಿತು. ಶ್ರೀಗಳ ಆಗಮನದ ಸಂದರ್ಭ ಭವ್ಯ ಸ್ವಾಗತ, ಶೋಭಾಯಾತ್ರೆ, ಧೂಳಿಪಾದ: [329, 1056, 441, 1140]
kasaragod-story: [24, 1150, 464, 1432]
reg-magenta-dot: [341, 1446, 350, 1455]
yakshagana-border-left: [29, 757, 35, 1131]
kasaragod-audience: [172, 1268, 462, 1340]
mela-name: ಶ್ರೀ ಹನುಮಗಿರಿ ಮೇಳ: [83, 936, 137, 945]
sringeri-meeting-photo: [329, 818, 575, 942]
kirusuddi-column: [24, 92, 194, 717]
date-block: [44, 40, 194, 80]
kasaragod-body-right: ಕಾಸರಗೋಡು: ಜಿಲ್ಲಾ ಮಟ್ಟದ ವಿವಿಧ ಇಲಾಖೆಗಳ ಅಧಿಕಾರಿಗಳ ಸಭೆ ಜಿಲ್ಲಾಧಿಕಾರಿ ಕಚೇರಿಯಲ್ಲಿ ನಡೆಯಿತು. ಮಳೆಗಾಲ ಪೂರ್ವ ಸ್ವಚ್ಛತಾ ಕಾರ್ಯಗಳನ್ನು ಚುರುಕುಗೊಳಿಸಲು ಸೂಚನೆ ನೀಡಲಾಯಿತು. ಜಿಲ್ಲಾಧಿಕಾರಿ ಅರ್ಬುನ್ ಪಾಂಡ್ಯನ್ ಅಧ್ಯಕ್ಷತೆ ವಹಿಸಿದ್ದರು. ಸರ್ಕಾರಿ ಕಚೇರಿಗಳು, ಶಾಲೆಗಳು, ಆಸ್ಪತ್ರೆಗಳು ಮತ್ತು ಸಾರ್ವಜನಿಕ ಸ್ಥಳಗಳನ್ನು ಶುಚಿಗೊಳಿಸಲು ಕ್ರಿಯಾ ಯೋಜನೆ ರೂಪಿಸಲಾಗಿದೆ. ರಾಷ್ಟ್ರೀಯ ಹೆದ್ದಾರಿ 66ರಲ್ಲಿ ನಿರ್ಮಾಣ ಕಾಮಗಾರಿ ನಡೆಯುತ್ತಿರುವ ಕಡೆ ನೀರು ನಿಲ್ಲದಂತೆ ಕ್ರಮ ಕೈಗೊಳ್ಳಬೇಕು. ಚರಂಡಿಗಳ ಹೂಳೆತ್ತುವ ಕಾರ್ಯ ತ್ವರಿತವಾಗಿ ಪೂರ್ಣಗೊಳಿಸಬೇಕು. ಸಾಂಕ್ರಾಮಿಕ ರೋಗಗಳ ತಡೆಗೆ ಆರೋಗ್ಯ ಇಲಾಖೆ ಜಾಗೃತಿ ಮೂಡಿಸಬೇಕು. ಪ್ಲಾಸ್ಟಿಕ್ ತ್ಯಾಜ್ಯ ನಿರ್ವಹಣೆಗೆ ವಿಶೇಷ ಗಮನ ನೀಡಬೇಕು ಎಂದು ಜಿಲ್ಲಾಧಿಕಾರಿ ಸೂಚಿಸಿದರು. ಸಭೆಯಲ್ಲಿ ವಿವಿಧ ಇಲಾಖೆಗಳ ಅಧಿಕಾರಿಗಳು, ಗ್ರಾಮ ಪಂಚಾಯಿತಿ ಅಧ್ಯಕ್ಷರು ಭಾಗವಹಿಸಿದ್ದರು.: [172, 1342, 462, 1426]
bharatanjali-body-right: ಮಂಗಳೂರು: ಭರತನಾಟ್ಯವು ಕೇವಲ ಒಂದು ನೃತ್ಯ ಪ್ರಕಾರವಲ್ಲ, ಅದೊಂದು ಜೀವನ ವಿಧಾನ. ಇದು ದೇಹ, ಮನಸ್ಸು ಮತ್ತು ಆತ್ಮಗಳ ಸಮನ್ವಯ ಎಂದು ಗಣೇಶಪುರ ದೇವಳದ ಆಡಳಿತ ಮೊಕ್ತೇಸರರು ಹೇಳಿದರು. ಕಾಟಿಪಳ್ಳ ಗಣೇಶಪುರ ಶ್ರೀ ಮಹಾಗಣಪತಿ ದೇವಸ್ಥಾನದ ವರ್ಧಂತಿ ಉತ್ಸವದ ಅಂಗವಾಗಿ ಭರತಾಂಜಲಿ ನೃತ್ಯ ಸಂಸ್ಥೆಯ ವತಿಯಿಂದ ಗಾನಾಮೃತ ಹಾಗೂ ನೃತ್ಯ ವೈಭವ ಕಾರ್ಯಕ್ರಮ ನಡೆಯಿತು. ಸಂಸ್ಥೆಯ ನಿರ್ದೇಶಕಿ ಗುರು ಪ್ರತಿಮಾ ಶ್ರೀಧರ್ ಹಾಗೂ ಶಿಷ್ಯೆಯರು ವಿವಿಧ ನೃತ್ಯಗಳನ್ನು ಪ್ರಸ್ತುತಪಡಿಸಿದರು. ಸಂಗೀತ ಕಾರ್ಯಕ್ರಮದಲ್ಲಿ ಹಿರಿಯ ಕಲಾವಿದರು ಭಾಗವಹಿಸಿದ್ದರು. ಕಾರ್ಯಕ್ರಮದಲ್ಲಿ ಗಣ್ಯರನ್ನು ಸನ್ಮಾನಿಸಲಾಯಿತು. ಭರತಾಂಜಲಿ ಸಂಸ್ಥೆಯ ಪದಾಧಿಕಾರಿಗಳು, ಭಕ್ತರು ಉಪಸ್ಥಿತರಿದ್ದರು.: [632, 1358, 920, 1420]
madikeri-flags: [708, 832, 908, 872]
yuva-story: [205, 356, 715, 756]
madikeri-headline-1: ಮಡಿಕೇರಿ: ಲವ್ ಜಿಹಾದ್ ವಿರುದ್ಧ: [588, 766, 795, 788]
kenara-story: [726, 356, 920, 756]
adyar-headline-1: ಅಡ್ಯಾರ್ ಸಹ್ಯಾದ್ರಿ ಕಾಲೇಜಿನಲ್ಲಿಂದು: [594, 95, 813, 119]
bottom-divider: [470, 1150, 471, 1432]
bharatanjali-stage-photo: [632, 1208, 920, 1342]
reg-group-2: [328, 1440, 380, 1459]
mela-detail: ಸುಳ್ಯ — ಸುಂದೋಪಸುಂದ-ಅಹಲ್ಯಾ ಶಾಪ: [64, 917, 156, 925]
kenara-headline-1: ಮೇ1 - 3: ಮಂಗಳೂರಿನಲ್ಲಿ: [726, 360, 859, 376]
press-table: [726, 722, 920, 744]
bharatanjali-caption: ಹೊಳ್ಳ ಪ್ರಸ್ತಾವಿಸಿದರು. ಕಾರ್ಯಕ್ರಮದಲ್ಲಿ ಸಂಸ್ಥೆಯ ಕಲಾವಿದರನ್ನು ಗೌರವಿಸಲಾಯಿತು.: [632, 1345, 813, 1353]
yakshagana-title: ಇಂದು ಯಕ್ಷಗಾನ: [55, 731, 132, 747]
reg-cyan-dot: [328, 1446, 337, 1455]
mela-item: [39, 842, 181, 872]
city-label: ಮಂಗಳೂರು: [203, 66, 235, 75]
reg-yellow-dot: [594, 1446, 603, 1455]
reg-black-dot: [607, 1446, 616, 1455]
brand-emblem-icon: [708, 36, 726, 54]
reg-cyan-dot: [88, 1446, 97, 1455]
